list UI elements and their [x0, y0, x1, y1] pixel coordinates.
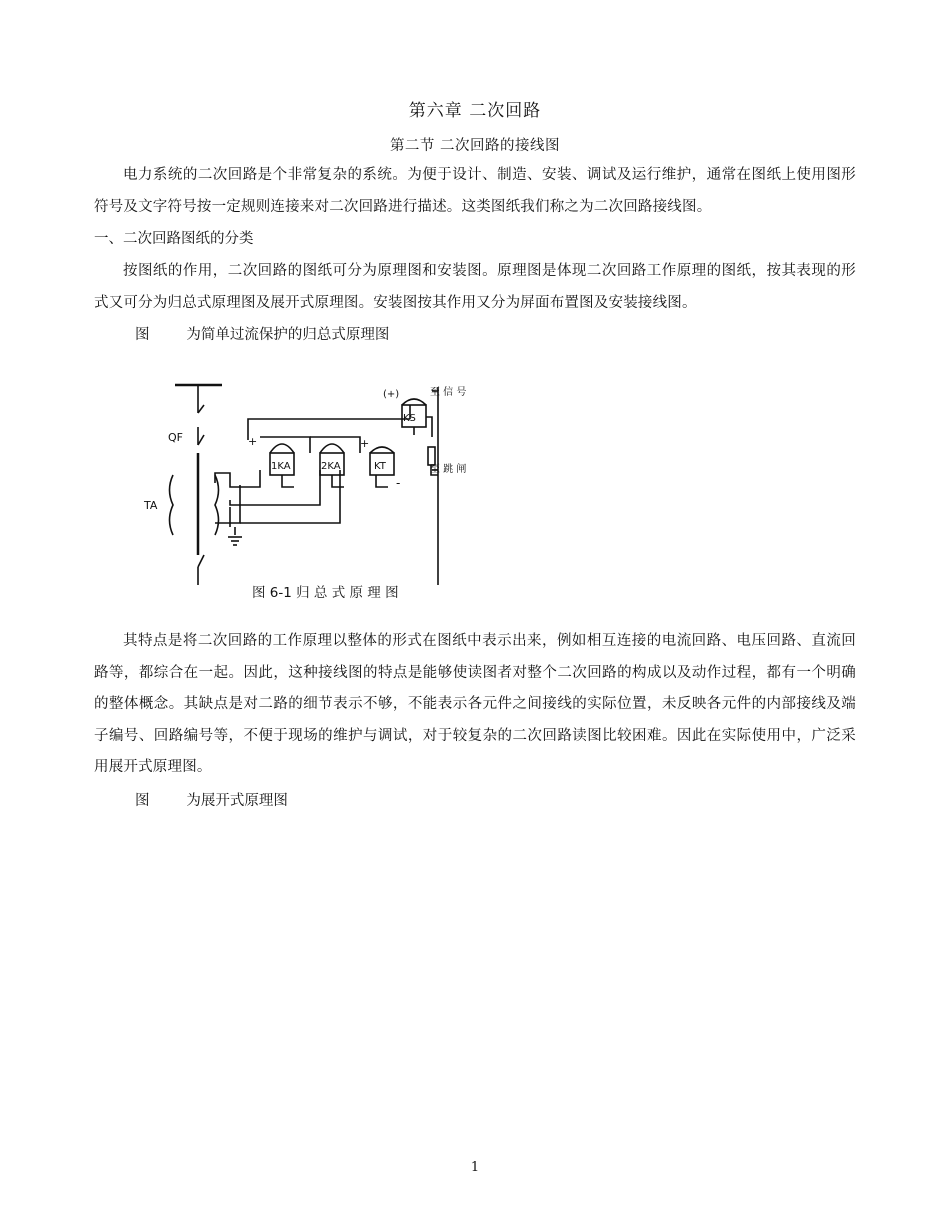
paragraph-characteristics: 其特点是将二次回路的工作原理以整体的形式在图纸中表示出来，例如相互连接的电流回路、电压回路、直流回路等，都综合在一起。因此，这种接线图的特点是能够使读图者对整个二次回路的构成以及动作过程，都有一个明确的整体概念。其缺点是对二路的细节表示不够，不能表示各元件之间接线的实际位置，未反映各元件的内部接线及端子编号、回路编号等，不便于现场的维护与调试，对于较复杂的二次回路读图比较困难。因此在实际使用中，广泛采用展开式原理图。 — [94, 633, 856, 775]
label-to-signal: 至 信 号 — [430, 387, 467, 398]
label-to-trip: 至 跳 闸 — [430, 464, 467, 475]
figure-caption: 图 6-1 归 总 式 原 理 图 — [252, 585, 399, 601]
label-ks: KS — [403, 413, 416, 424]
circuit-diagram-svg — [140, 375, 480, 615]
figure-reference-2: 图 为展开式原理图 — [135, 793, 288, 809]
page-number: 1 — [470, 1160, 480, 1175]
chapter-title: 第六章 二次回路 — [408, 101, 542, 121]
breaker-contact-1 — [198, 405, 204, 413]
lower-switch — [198, 555, 204, 567]
ct-coil-a — [170, 475, 174, 535]
label-1ka: 1KA — [271, 461, 291, 472]
circuit-diagram — [140, 375, 480, 615]
paragraph-intro: 电力系统的二次回路是个非常复杂的系统。为便于设计、制造、安装、调试及运行维护，通常在图纸上使用图形符号及文字符号按一定规则连接来对二次回路进行描述。这类图纸我们称之为二次回路接线图。 — [94, 167, 856, 215]
figure-reference-1: 图 为简单过流保护的归总式原理图 — [135, 327, 390, 343]
ct-coil-c — [215, 475, 219, 535]
breaker-contact-2 — [198, 435, 204, 445]
section-title: 第二节 二次回路的接线图 — [389, 138, 561, 154]
label-plus-2: + — [360, 437, 370, 450]
heading-classification: 一、二次回路图纸的分类 — [94, 231, 254, 247]
paragraph-drawing-types: 按图纸的作用，二次回路的图纸可分为原理图和安装图。原理图是体现二次回路工作原理的图纸，按其表现的形式又可分为归总式原理图及展开式原理图。安装图按其作用又分为屏面布置图及安装接线图。 — [94, 263, 856, 311]
resistor-symbol — [428, 447, 435, 465]
label-ta: TA — [144, 499, 158, 512]
relay-2ka-contact — [320, 444, 344, 453]
label-plus-1: + — [248, 435, 258, 448]
relay-kt-contact — [370, 447, 394, 453]
label-2ka: 2KA — [321, 461, 341, 472]
label-kt: KT — [374, 461, 386, 472]
label-qf: QF — [168, 431, 183, 444]
relay-ks-contact — [402, 399, 426, 405]
relay-1ka-contact — [270, 444, 294, 453]
label-plus-circle: (+) — [383, 389, 400, 400]
label-minus: - — [396, 476, 401, 490]
